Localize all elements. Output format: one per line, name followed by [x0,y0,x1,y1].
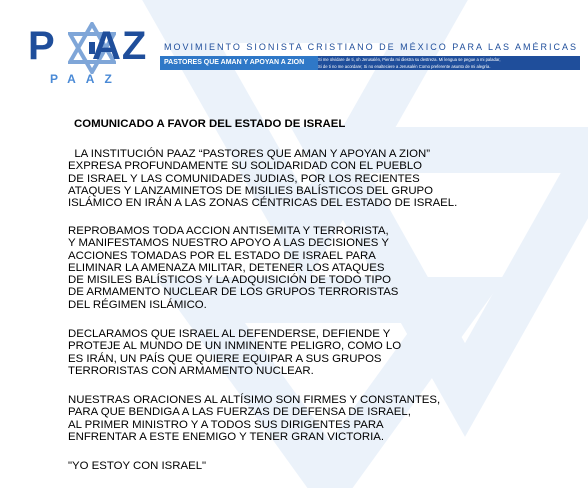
header-band [160,56,580,70]
tagline: PASTORES QUE AMAN Y APOYAN A ZION [160,56,318,70]
document-title: COMUNICADO A FAVOR DEL ESTADO DE ISRAEL [74,118,346,130]
movement-name: MOVIMIENTO SIONISTA CRISTIANO DE MÉXICO PARA LAS AMÉRICAS [164,42,579,52]
verse-line-2: Si de ti no me acordare; Si no enalteciere a Jerusalén Como preferente asunto de mi alegría. [318,64,491,69]
logo-letters-az: AZ [92,24,148,68]
paragraph-declaration: DECLARAMOS QUE ISRAEL AL DEFENDERSE, DEFIENDE Y PROTEJE AL MUNDO DE UN INMINENTE PELIGRO, COMO LO ES IRÁN, UN PAÍS QUE QUIERE EQUIPAR A SUS GRUPOS TERRORISTAS CON ARMAMENTO NUCLEAR. [68,328,402,377]
paragraph-solidarity: LA INSTITUCIÓN PAAZ “PASTORES QUE AMAN Y APOYAN A ZION” EXPRESA PROFUNDAMENTE SU SOLIDARIDAD CON EL PUEBLO DE ISRAEL Y LAS COMUNIDADES JUDIAS, POR LOS RECIENTES ATAQUES Y LANZAMINETOS DE MISILIES BALÍSTICOS DEL GRUPO ISLÁMICO EN IRÁN A LAS ZONAS CÉNTRICAS DEL ESTADO DE ISRAEL. [68,148,458,210]
verse-text [318,56,580,70]
logo-letter-p: P [28,24,56,68]
paaz-logo [28,24,160,92]
letterhead [0,0,588,110]
verse-line-1: Si me olvidare de ti, oh Jerusalén, Pierda mi diestra su destreza. Mi lengua se pegue a mi paladar, [318,57,501,62]
closing-slogan: "YO ESTOY CON ISRAEL" [68,460,207,472]
paragraph-prayers: NUESTRAS ORACIONES AL ALTÍSIMO SON FIRMES Y CONSTANTES, PARA QUE BENDIGA A LAS FUERZAS DE DEFENSA DE ISRAEL, AL PRIMER MINISTRO Y A TODOS SUS DIRIGENTES PARA ENFRENTAR A ESTE ENEMIGO Y TENER GRAN VICTORIA. [68,394,441,443]
logo-subtext: PAAZ [50,72,122,86]
paragraph-condemnation: REPROBAMOS TODA ACCION ANTISEMITA Y TERRORISTA, Y MANIFESTAMOS NUESTRO APOYO A LAS DECISIONES Y ACCIONES TOMADAS POR EL ESTADO DE ISRAEL PARA ELIMINAR LA AMENAZA MILITAR, DETENER LOS ATAQUES DE MISILES BALÍSTICOS Y LA ADQUISICIÓN DE TODO TIPO DE ARMAMENTO NUCLEAR DE LOS GRUPOS TERRORISTAS DEL RÉGIMEN ISLÁMICO. [68,225,399,311]
